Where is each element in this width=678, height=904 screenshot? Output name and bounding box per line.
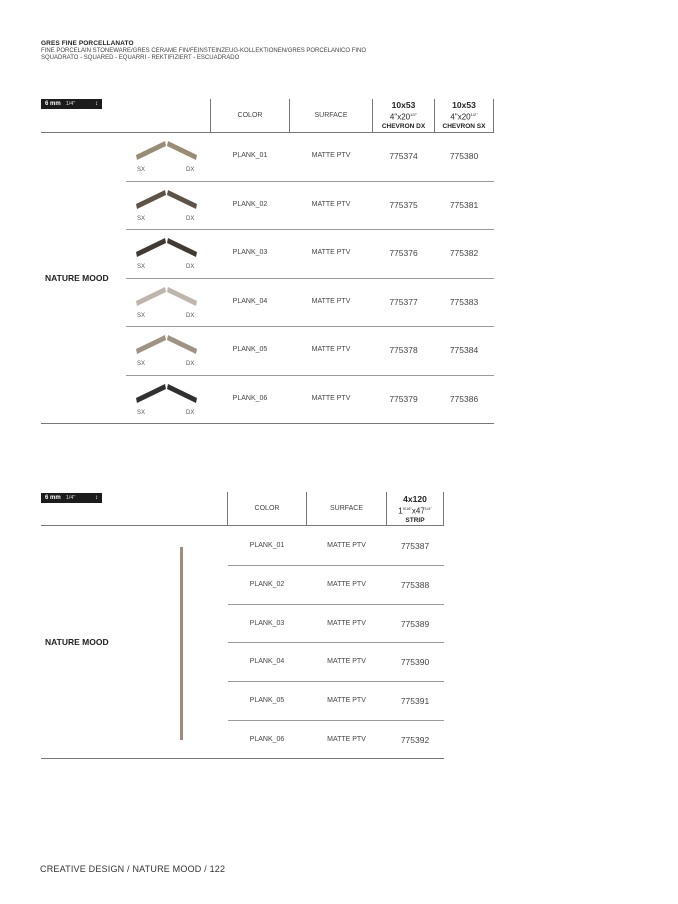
row-color: PLANK_02	[232, 200, 268, 208]
row-separator	[228, 681, 444, 682]
header-title: GRES FINE PORCELLANATO	[41, 40, 134, 47]
dx-label: DX	[186, 167, 195, 173]
row-code-strip: 775390	[400, 657, 430, 668]
chevron-sx-piece	[136, 287, 166, 306]
size-imperial: x47	[411, 506, 425, 516]
row-surface: MATTE PTV	[311, 152, 351, 159]
column-header-color: COLOR	[237, 112, 263, 119]
row-separator	[228, 720, 444, 721]
chevron-sx-piece	[136, 190, 166, 209]
thickness-mm: 6 mm	[45, 495, 61, 501]
thickness-arrow-icon: ↕	[95, 101, 98, 107]
dx-label: DX	[186, 215, 195, 222]
thickness-inch: 1/4"	[65, 495, 76, 501]
row-code-chevron-dx: 775378	[389, 345, 418, 355]
table-bottom-rule	[41, 758, 444, 759]
row-surface: MATTE PTV	[327, 697, 366, 705]
sx-label: SX	[137, 361, 146, 367]
row-color: PLANK_05	[249, 697, 285, 705]
page-footer: CREATIVE DESIGN / NATURE MOOD / 122	[40, 864, 226, 874]
row-surface: MATTE PTV	[311, 249, 351, 256]
row-code-chevron-sx: 775383	[449, 296, 479, 307]
size-metric: 10x53	[452, 100, 476, 110]
size-imperial: 4"x20	[450, 112, 471, 122]
row-separator	[126, 229, 494, 230]
size-metric: 10x53	[391, 100, 416, 110]
table-header-rule	[41, 132, 494, 133]
size-imperial: 1	[398, 506, 403, 516]
table-header-rule	[41, 525, 444, 526]
header-divider	[493, 99, 494, 132]
row-surface: MATTE PTV	[327, 619, 366, 627]
chevron-swatch	[134, 286, 200, 310]
row-color: PLANK_01	[232, 152, 268, 159]
thickness-mm: 6 mm	[45, 101, 61, 107]
row-surface: MATTE PTV	[311, 346, 351, 353]
row-surface: MATTE PTV	[311, 200, 351, 208]
row-color: PLANK_03	[232, 249, 268, 256]
chevron-sx-piece	[136, 238, 166, 257]
chevron-swatch	[134, 383, 200, 407]
row-separator	[228, 642, 444, 643]
row-code-chevron-dx: 775374	[389, 151, 418, 161]
row-surface: MATTE PTV	[327, 736, 366, 743]
row-separator	[126, 375, 494, 376]
dx-label: DX	[186, 312, 195, 319]
chevron-dx-piece	[167, 287, 197, 306]
chevron-dx-piece	[167, 238, 197, 257]
column-header-surface: SURFACE	[314, 112, 348, 119]
row-color: PLANK_04	[249, 658, 285, 666]
size-label: CHEVRON SX	[442, 122, 486, 130]
row-code-chevron-sx: 775384	[449, 345, 479, 355]
size-header-chevron-dx	[373, 101, 434, 131]
row-separator	[126, 278, 494, 279]
row-surface: MATTE PTV	[327, 658, 366, 666]
dx-label: DX	[186, 409, 195, 416]
row-separator	[228, 604, 444, 605]
row-separator	[126, 326, 494, 327]
size-header-strip	[387, 495, 443, 525]
size-header-chevron-sx	[435, 101, 493, 131]
row-code-strip: 775389	[400, 618, 430, 629]
dx-label: DX	[186, 264, 195, 270]
row-surface: MATTE PTV	[327, 580, 366, 588]
chevron-dx-piece	[167, 335, 197, 354]
row-code-chevron-sx: 775382	[449, 248, 479, 258]
column-header-surface: SURFACE	[329, 505, 364, 512]
size-imperial-fraction: 1/2"	[410, 112, 418, 117]
row-separator	[126, 181, 494, 182]
sx-label: SX	[137, 167, 146, 173]
row-code-strip: 775388	[400, 579, 430, 590]
chevron-sx-piece	[136, 335, 166, 354]
row-color: PLANK_06	[232, 394, 268, 402]
row-surface: MATTE PTV	[311, 297, 351, 305]
size-imperial: 4"x20	[389, 112, 411, 122]
row-color: PLANK_01	[249, 542, 285, 549]
thickness-arrow-icon: ↕	[95, 495, 98, 501]
sx-label: SX	[137, 215, 146, 222]
chevron-swatch	[134, 189, 200, 213]
row-code-chevron-dx: 775376	[389, 248, 418, 258]
thickness-badge	[41, 493, 102, 503]
header-finish: SQUADRATO - SQUARED - EQUARRI - REKTIFIZIERT - ESCUADRADO	[41, 55, 240, 61]
size-label: STRIP	[405, 516, 425, 524]
chevron-sx-piece	[136, 141, 166, 160]
thickness-inch: 1/4"	[65, 101, 76, 107]
row-code-chevron-dx: 775379	[389, 393, 418, 404]
row-code-chevron-sx: 775386	[449, 393, 479, 404]
header-subtitle: FINE PORCELAIN STONEWARE/GRES CERAME FIN/FEINSTEINZEUG-KOLLEKTIONEN/GRES PORCELANICO FINO	[41, 48, 367, 54]
row-code-strip: 775391	[400, 696, 430, 707]
sx-label: SX	[137, 312, 146, 319]
chevron-swatch	[134, 334, 200, 358]
chevron-sx-piece	[136, 384, 166, 403]
thickness-badge	[41, 99, 102, 109]
row-code-strip: 775392	[400, 735, 430, 745]
size-label: CHEVRON DX	[381, 122, 426, 130]
row-surface: MATTE PTV	[311, 394, 351, 402]
column-header-color: COLOR	[254, 505, 280, 512]
row-color: PLANK_02	[249, 580, 285, 588]
row-surface: MATTE PTV	[327, 542, 366, 549]
row-code-chevron-dx: 775377	[389, 296, 418, 307]
table-bottom-rule	[41, 423, 494, 424]
row-separator	[228, 565, 444, 566]
size-imperial-fraction: 1/2"	[470, 112, 478, 117]
dx-label: DX	[186, 361, 195, 367]
row-color: PLANK_05	[232, 346, 268, 353]
size-imperial-fraction: 1/4"	[424, 506, 432, 511]
chevron-dx-piece	[167, 190, 197, 209]
row-color: PLANK_03	[249, 619, 285, 627]
size-imperial-fraction: 9/16"	[402, 506, 412, 511]
chevron-dx-piece	[167, 141, 197, 160]
group-name: NATURE MOOD	[45, 273, 109, 283]
size-metric: 4x120	[403, 494, 427, 504]
row-code-chevron-dx: 775375	[389, 199, 418, 210]
sx-label: SX	[137, 409, 146, 416]
row-code-strip: 775387	[400, 541, 430, 551]
chevron-swatch	[134, 140, 200, 164]
row-color: PLANK_06	[249, 736, 285, 743]
chevron-swatch	[134, 237, 200, 261]
row-code-chevron-sx: 775380	[449, 151, 479, 161]
row-code-chevron-sx: 775381	[449, 199, 479, 210]
strip-swatch	[180, 547, 183, 740]
group-name: NATURE MOOD	[45, 637, 109, 647]
page-header	[41, 40, 366, 62]
header-divider	[443, 492, 444, 525]
row-color: PLANK_04	[232, 297, 268, 305]
chevron-dx-piece	[167, 384, 197, 403]
sx-label: SX	[137, 264, 146, 270]
